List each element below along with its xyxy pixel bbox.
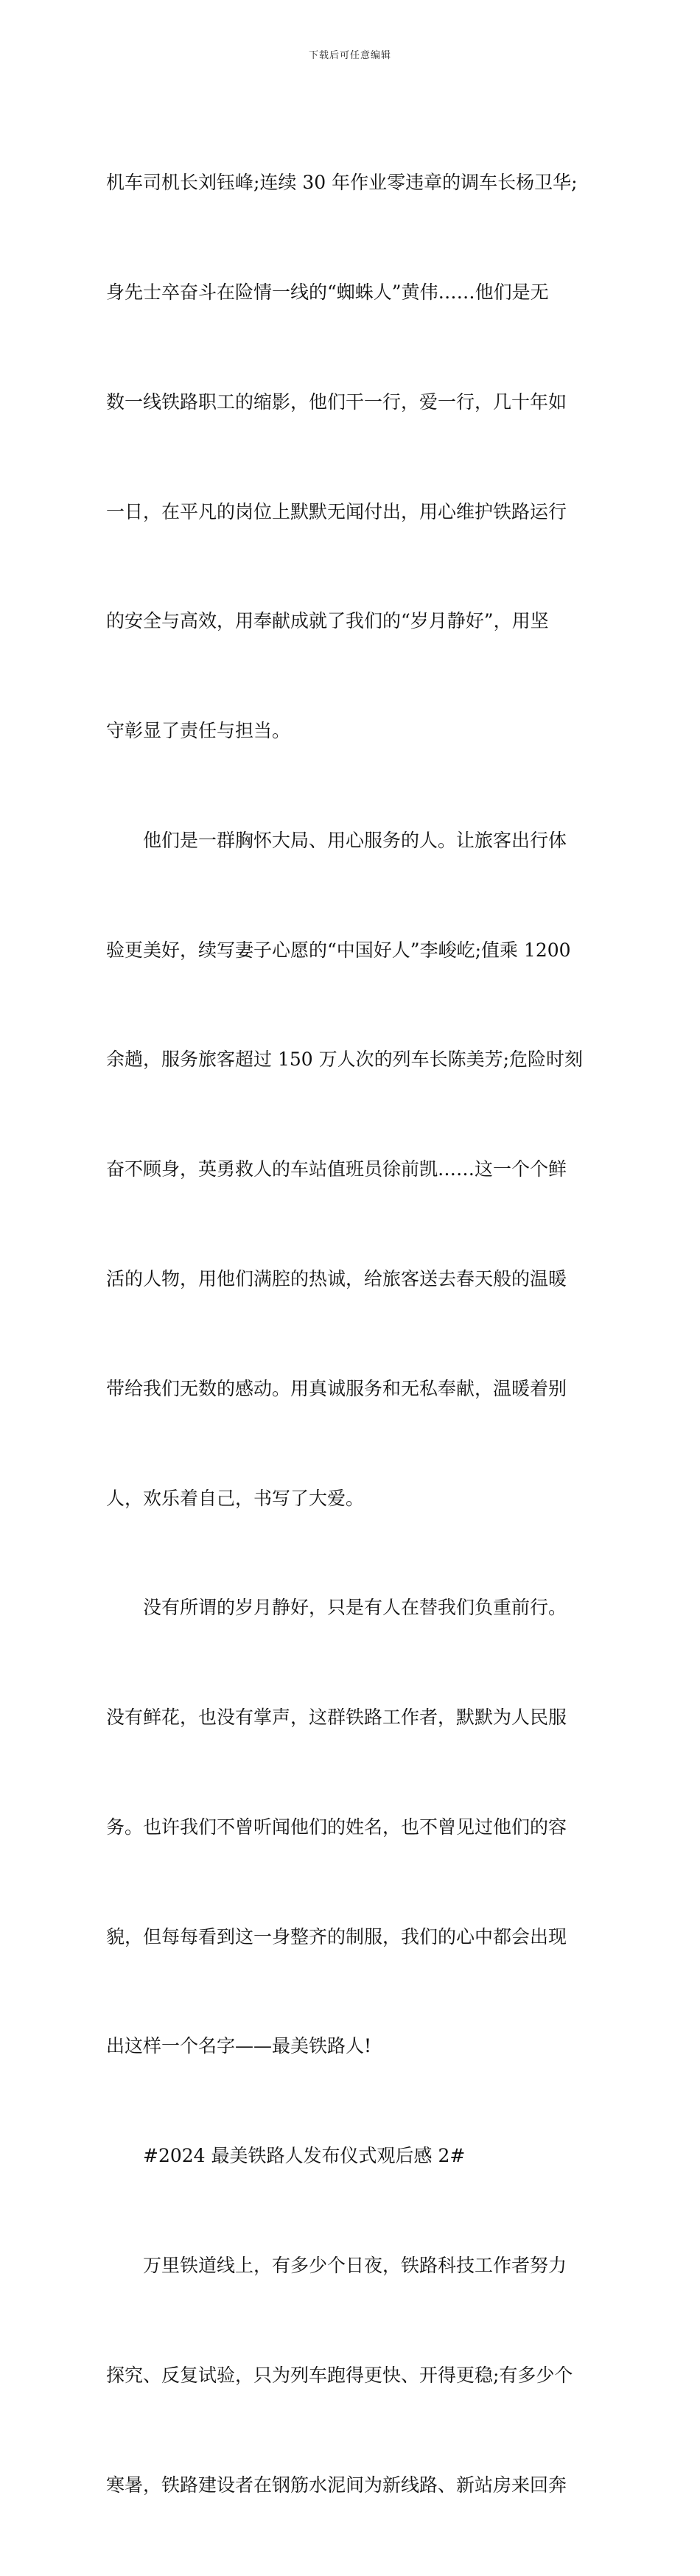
text-line: 人，欢乐着自己，书写了大爱。 [106,1487,365,1509]
page-header-note: 下载后可任意编辑 [308,50,391,61]
text-line: 机车司机长刘钰峰;连续 30 年作业零违章的调车长杨卫华; [106,172,578,194]
text-line: 务。也许我们不曾听闻他们的姓名，也不曾见过他们的容 [106,1816,567,1838]
section-heading: #2024 最美铁路人发布仪式观后感 2# [106,2145,466,2167]
text-line: 身先士卒奋斗在险情一线的“蜘蛛人”黄伟……他们是无 [106,281,549,303]
text-line: 奋不顾身，英勇救人的车站值班员徐前凯……这一个个鲜 [106,1158,567,1180]
text-line: 验更美好，续写妻子心愿的“中国好人”李峻屹;值乘 1200 [106,939,571,961]
text-line: 守彰显了责任与担当。 [106,720,291,742]
text-line: 出这样一个名字——最美铁路人! [106,2035,372,2057]
text-line: 一日，在平凡的岗位上默默无闻付出，用心维护铁路运行 [106,500,567,522]
text-line: 带给我们无数的感动。用真诚服务和无私奉献，温暖着别 [106,1377,567,1399]
text-line: 余趟，服务旅客超过 150 万人次的列车长陈美芳;危险时刻 [106,1049,584,1071]
text-line: 没有所谓的岁月静好，只是有人在替我们负重前行。 [106,1597,567,1619]
text-line: 的安全与高效，用奉献成就了我们的“岁月静好”，用坚 [106,610,549,632]
body-text [106,91,596,2576]
text-line: 活的人物，用他们满腔的热诚，给旅客送去春天般的温暖 [106,1268,567,1289]
text-line: 他们是一群胸怀大局、用心服务的人。让旅客出行体 [106,829,567,851]
text-line: 数一线铁路职工的缩影，他们干一行，爱一行，几十年如 [106,391,567,413]
text-line: 万里铁道线上，有多少个日夜，铁路科技工作者努力 [106,2255,567,2277]
text-line: 没有鲜花，也没有掌声，这群铁路工作者，默默为人民服 [106,1707,567,1729]
text-line: 寒暑，铁路建设者在钢筋水泥间为新线路、新站房来回奔 [106,2474,567,2496]
text-line: 探究、反复试验，只为列车跑得更快、开得更稳;有多少个 [106,2364,573,2386]
document-body [106,91,596,2576]
text-line: 貌，但每每看到这一身整齐的制服，我们的心中都会出现 [106,1925,567,1947]
